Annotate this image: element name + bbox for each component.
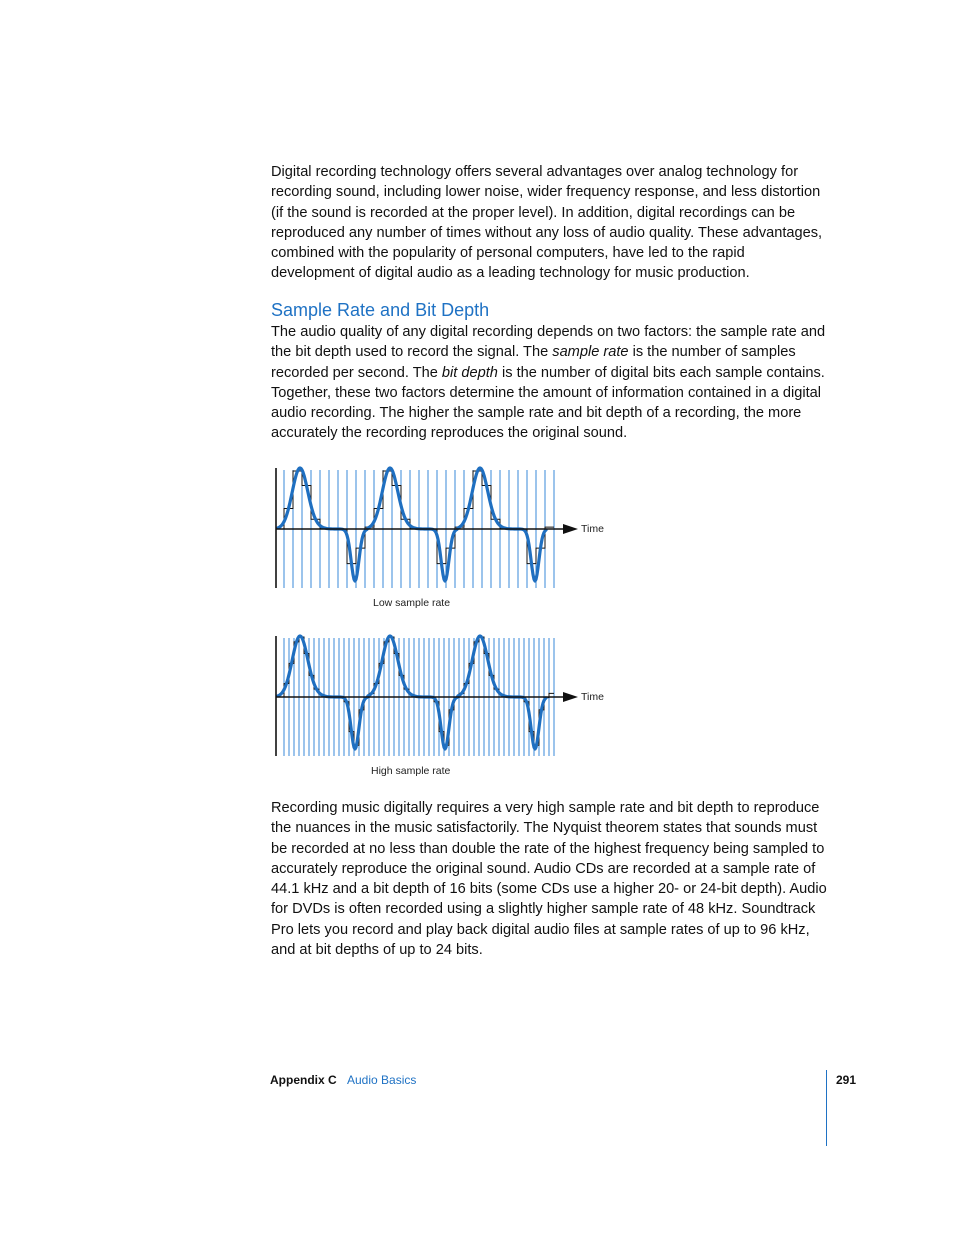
time-axis-label: Time [581, 523, 604, 535]
low-sample-rate-figure [260, 462, 620, 592]
time-axis-arrow [563, 524, 578, 534]
low-sample-rate-caption: Low sample rate [373, 597, 451, 609]
sample-rate-paragraph [271, 322, 831, 444]
footer-section-label: Appendix C [270, 1073, 337, 1087]
term-sample-rate: sample rate [552, 344, 629, 361]
footer-divider [826, 1070, 827, 1146]
high-sample-rate-figure [260, 630, 620, 760]
high-sample-rate-caption: High sample rate [371, 765, 451, 777]
paragraph-text: The audio quality of any digital recording depends on two factors: the sample rate and the bit depth used to record the signal. The [271, 324, 826, 361]
time-axis-label: Time [581, 691, 604, 703]
section-heading: Sample Rate and Bit Depth [271, 300, 490, 320]
page-number: 291 [836, 1073, 857, 1087]
analog-waveform [278, 468, 546, 581]
analog-waveform [278, 636, 546, 749]
intro-paragraph: Digital recording technology offers several advantages over analog technology for recording sound, including lower noise, wider frequency response, and less distortion (if the sound is recorded at the proper level). In addition, digital recordings can be reproduced any number of times without any loss of audio quality. These advantages, combined with the popularity of personal computers, have led to the rapid development of digital audio as a leading technology for music production. [271, 164, 823, 282]
term-bit-depth: bit depth [441, 364, 498, 381]
paragraph-text: is the number of samples recorded per second. The [271, 344, 796, 381]
footer-chapter-link[interactable]: Audio Basics [347, 1073, 417, 1087]
time-axis-arrow [563, 692, 578, 702]
nyquist-paragraph: Recording music digitally requires a very high sample rate and bit depth to reproduce the nuances in the music satisfactorily. The Nyquist theorem states that sounds must be recorded at no less than double the rate of the highest frequency being sampled to accurately reproduce the original sound. Audio CDs are recorded at a sample rate of 44.1 kHz and a bit depth of 16 bits (some CDs use a higher 20- or 24-bit depth). Audio for DVDs is often recorded using a slightly higher sample rate of 48 kHz. Soundtrack Pro lets you record and play back digital audio files at sample rates of up to 96 kHz, and at bit depths of up to 24 bits. [271, 800, 827, 959]
paragraph-text: is the number of digital bits each sample contains. Together, these two factors determine the amount of information contained in a digital audio recording. The higher the sample rate and bit depth of a recording, the more accurately the recording reproduces the original sound. [271, 364, 825, 442]
